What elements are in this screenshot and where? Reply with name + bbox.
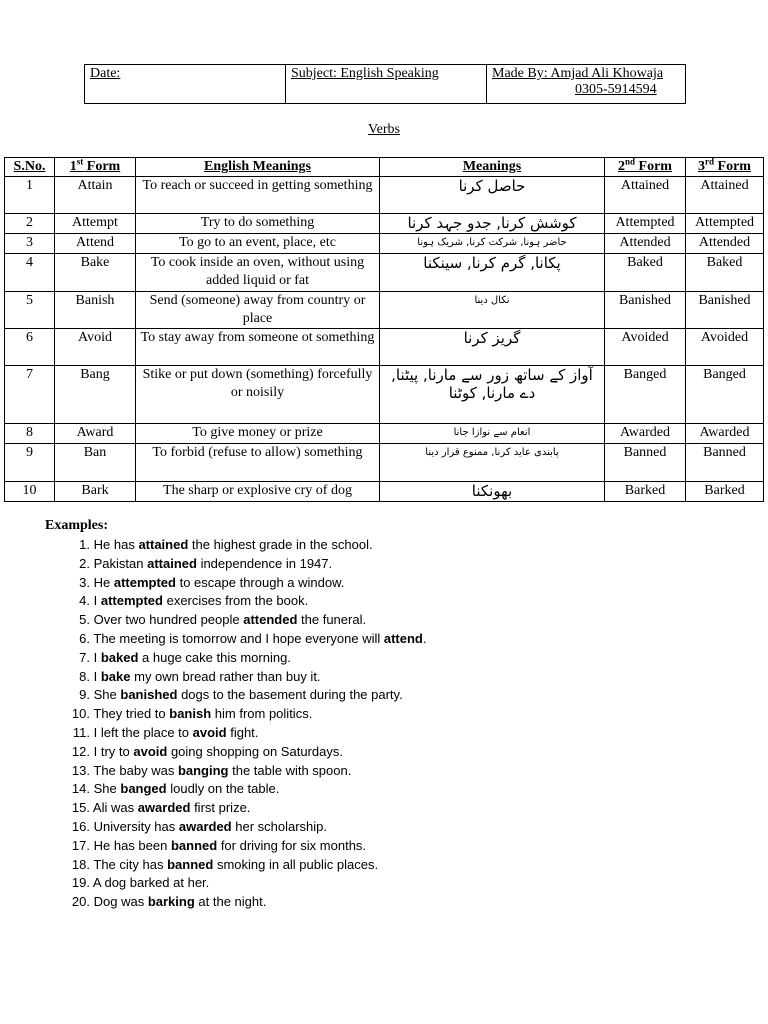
example-text-after: exercises from the book. — [162, 593, 309, 609]
third-form-suffix: Form — [714, 159, 751, 174]
example-text-after: to escape through a window. — [175, 574, 345, 590]
table-row — [5, 234, 764, 254]
col-meanings-header: Meanings — [380, 158, 605, 177]
header-table — [84, 64, 686, 104]
cell-first-form: Bark — [55, 482, 136, 502]
example-item — [62, 592, 427, 611]
example-number: 17. — [71, 837, 90, 853]
first-form-sup: st — [76, 156, 84, 167]
example-text-before: The meeting is tomorrow and I hope everyone will — [93, 630, 384, 646]
example-text-after: the table with spoon. — [228, 762, 352, 778]
example-verb: awarded — [178, 818, 232, 834]
example-item — [62, 893, 427, 912]
cell-third-form: Banished — [686, 292, 764, 329]
verbs-table — [4, 157, 764, 502]
example-verb: banish — [169, 706, 212, 722]
cell-second-form: Attended — [605, 234, 686, 254]
cell-sno: 9 — [5, 444, 55, 482]
cell-first-form: Ban — [55, 444, 136, 482]
table-row — [5, 366, 764, 424]
example-item — [62, 686, 427, 705]
example-verb: banged — [120, 781, 167, 797]
cell-first-form: Attain — [55, 177, 136, 214]
example-text-before: Over two hundred people — [93, 612, 244, 628]
example-number: 18. — [71, 856, 90, 872]
table-row — [5, 444, 764, 482]
example-item — [62, 611, 427, 630]
cell-second-form: Barked — [605, 482, 686, 502]
example-text-before: The city has — [93, 856, 168, 872]
col-third-form-header — [686, 158, 764, 177]
cell-english: Send (someone) away from country or place — [136, 292, 380, 329]
example-item — [62, 555, 427, 574]
cell-second-form: Attempted — [605, 214, 686, 234]
example-number: 7. — [79, 649, 90, 665]
example-number: 12. — [71, 743, 90, 759]
cell-urdu: انعام سے نوازا جانا — [380, 424, 605, 444]
date-label: Date: — [90, 66, 121, 81]
cell-urdu: کوشش کرنا, جدو جہد کرنا — [380, 214, 605, 234]
example-text-before: He — [93, 574, 114, 590]
example-number: 20. — [71, 894, 90, 910]
cell-third-form: Banged — [686, 366, 764, 424]
cell-first-form: Bang — [55, 366, 136, 424]
cell-urdu: آواز کے ساتھ زور سے مارنا, پیٹنا, دے مارنا, کوٹنا — [380, 366, 605, 424]
cell-second-form: Attained — [605, 177, 686, 214]
example-text-after: my own bread rather than buy it. — [130, 668, 321, 684]
example-item — [62, 649, 427, 668]
example-number: 14. — [71, 781, 90, 797]
example-verb: awarded — [137, 800, 191, 816]
example-number: 8. — [79, 668, 90, 684]
cell-second-form: Banged — [605, 366, 686, 424]
example-verb: attained — [147, 555, 197, 571]
cell-second-form: Banned — [605, 444, 686, 482]
example-text-before: I — [93, 668, 101, 684]
cell-english: The sharp or explosive cry of dog — [136, 482, 380, 502]
cell-second-form: Avoided — [605, 329, 686, 366]
example-number: 3. — [79, 574, 90, 590]
table-row — [5, 329, 764, 366]
table-header-row — [5, 158, 764, 177]
example-text-after: her scholarship. — [231, 818, 328, 834]
cell-urdu: پابندی عاید کرنا, ممنوع قرار دینا — [380, 444, 605, 482]
cell-sno: 6 — [5, 329, 55, 366]
example-text-after: going shopping on Saturdays. — [167, 743, 343, 759]
example-item — [62, 762, 427, 781]
col-english-header: English Meanings — [136, 158, 380, 177]
example-verb: banished — [120, 687, 178, 703]
cell-third-form: Barked — [686, 482, 764, 502]
cell-english: To give money or prize — [136, 424, 380, 444]
cell-sno: 3 — [5, 234, 55, 254]
example-number: 4. — [79, 593, 90, 609]
cell-first-form: Attend — [55, 234, 136, 254]
example-item — [62, 799, 427, 818]
example-number: 10. — [71, 706, 90, 722]
cell-third-form: Baked — [686, 254, 764, 292]
third-form-sup: rd — [705, 156, 715, 167]
example-item — [62, 705, 427, 724]
cell-third-form: Attempted — [686, 214, 764, 234]
cell-first-form: Avoid — [55, 329, 136, 366]
second-form-num: 2 — [618, 159, 626, 174]
col-second-form-header — [605, 158, 686, 177]
cell-third-form: Avoided — [686, 329, 764, 366]
cell-english: To stay away from someone ot something — [136, 329, 380, 366]
cell-urdu: حاضر ہونا, شرکت کرنا, شریک ہونا — [380, 234, 605, 254]
cell-second-form: Baked — [605, 254, 686, 292]
table-row — [5, 177, 764, 214]
example-item — [62, 574, 427, 593]
subject-cell — [286, 65, 487, 104]
example-text-before: He has been — [93, 837, 171, 853]
example-verb: banned — [170, 837, 218, 853]
example-item — [62, 668, 427, 687]
table-row — [5, 482, 764, 502]
cell-urdu: گریز کرنا — [380, 329, 605, 366]
example-verb: attended — [243, 612, 298, 628]
second-form-suffix: Form — [635, 159, 672, 174]
example-text-after: fight. — [226, 724, 259, 740]
example-text-before: I — [93, 593, 101, 609]
example-number: 2. — [79, 555, 90, 571]
example-item — [62, 818, 427, 837]
cell-third-form: Banned — [686, 444, 764, 482]
example-item — [62, 856, 427, 875]
cell-english: To cook inside an oven, without using added liquid or fat — [136, 254, 380, 292]
cell-sno: 2 — [5, 214, 55, 234]
cell-first-form: Award — [55, 424, 136, 444]
cell-urdu: نکال دینا — [380, 292, 605, 329]
date-cell — [85, 65, 286, 104]
second-form-sup: nd — [625, 156, 636, 167]
example-text-before: They tried to — [93, 706, 170, 722]
example-verb: banging — [177, 762, 229, 778]
cell-sno: 7 — [5, 366, 55, 424]
example-text-before: Ali was — [92, 800, 138, 816]
example-verb: attempted — [100, 593, 163, 609]
example-number: 6. — [79, 630, 90, 646]
cell-english: To forbid (refuse to allow) something — [136, 444, 380, 482]
example-number: 11. — [72, 724, 90, 740]
example-number: 1. — [79, 537, 90, 552]
cell-sno: 4 — [5, 254, 55, 292]
examples-list — [62, 536, 427, 912]
cell-sno: 1 — [5, 177, 55, 214]
example-text-before: He has — [93, 537, 139, 552]
first-form-num: 1 — [69, 159, 77, 174]
example-text-before: I try to — [93, 743, 134, 759]
example-text-after: the highest grade in the school. — [188, 537, 373, 552]
col-first-form-header — [55, 158, 136, 177]
example-text-after: him from politics. — [211, 706, 313, 722]
example-verb: attained — [138, 537, 189, 552]
subject-label: Subject: English Speaking — [291, 66, 439, 81]
example-number: 16. — [71, 818, 90, 834]
example-text-before: The baby was — [93, 762, 178, 778]
example-item — [62, 837, 427, 856]
example-item — [62, 630, 427, 649]
cell-urdu: بھونکنا — [380, 482, 605, 502]
cell-first-form: Attempt — [55, 214, 136, 234]
example-text-after: the funeral. — [297, 612, 367, 628]
example-text-before: University has — [93, 818, 179, 834]
example-text-after: . — [422, 630, 427, 646]
example-verb: bake — [100, 668, 131, 684]
example-number: 13. — [71, 762, 90, 778]
cell-third-form: Awarded — [686, 424, 764, 444]
cell-english: Stike or put down (something) forcefully or noisily — [136, 366, 380, 424]
cell-english: Try to do something — [136, 214, 380, 234]
example-text-before: Pakistan — [93, 555, 148, 571]
cell-third-form: Attended — [686, 234, 764, 254]
cell-first-form: Bake — [55, 254, 136, 292]
example-text-before: I left the place to — [93, 724, 193, 740]
table-row — [5, 254, 764, 292]
example-text-after: smoking in all public places. — [213, 856, 379, 872]
cell-second-form: Awarded — [605, 424, 686, 444]
page-title: Verbs — [368, 122, 400, 137]
author-cell — [487, 65, 686, 104]
example-verb: avoid — [192, 724, 227, 740]
example-number: 15. — [71, 800, 90, 816]
cell-sno: 10 — [5, 482, 55, 502]
example-text-before: Dog was — [93, 894, 148, 910]
example-text-after: dogs to the basement during the party. — [177, 687, 403, 703]
cell-english: To go to an event, place, etc — [136, 234, 380, 254]
col-sno-header: S.No. — [5, 158, 55, 177]
example-verb: attend — [383, 630, 423, 646]
cell-first-form: Banish — [55, 292, 136, 329]
cell-sno: 5 — [5, 292, 55, 329]
example-text-before: She — [93, 687, 121, 703]
example-number: 5. — [79, 612, 90, 628]
cell-sno: 8 — [5, 424, 55, 444]
example-text-before: I — [93, 649, 101, 665]
cell-third-form: Attained — [686, 177, 764, 214]
example-text-after: a huge cake this morning. — [138, 649, 291, 665]
example-verb: attempted — [113, 574, 176, 590]
example-text-after: independence in 1947. — [196, 555, 333, 571]
examples-heading: Examples: — [45, 518, 108, 533]
example-verb: avoid — [133, 743, 168, 759]
cell-english: To reach or succeed in getting something — [136, 177, 380, 214]
example-verb: barking — [147, 894, 195, 910]
cell-second-form: Banished — [605, 292, 686, 329]
example-text-after: first prize. — [190, 800, 251, 816]
cell-urdu: حاصل کرنا — [380, 177, 605, 214]
example-text-before: A dog barked at her. — [92, 875, 210, 891]
example-verb: baked — [100, 649, 139, 665]
example-text-after: for driving for six months. — [217, 837, 367, 853]
first-form-suffix: Form — [83, 159, 121, 174]
example-item — [62, 724, 427, 743]
cell-urdu: پکانا, گرم کرنا, سینکنا — [380, 254, 605, 292]
example-text-before: She — [93, 781, 121, 797]
example-text-after: loudly on the table. — [166, 781, 280, 797]
table-row — [5, 424, 764, 444]
author-label: Made By: Amjad Ali Khowaja — [492, 66, 664, 81]
example-item — [62, 536, 427, 555]
table-row — [5, 214, 764, 234]
example-number: 9. — [79, 687, 90, 703]
example-verb: banned — [167, 856, 214, 872]
example-number: 19. — [71, 875, 90, 891]
example-item — [62, 780, 427, 799]
table-row — [5, 292, 764, 329]
author-phone: 0305-5914594 — [575, 82, 657, 97]
example-text-after: at the night. — [194, 894, 267, 910]
example-item — [62, 874, 427, 893]
example-item — [62, 743, 427, 762]
third-form-num: 3 — [698, 159, 706, 174]
